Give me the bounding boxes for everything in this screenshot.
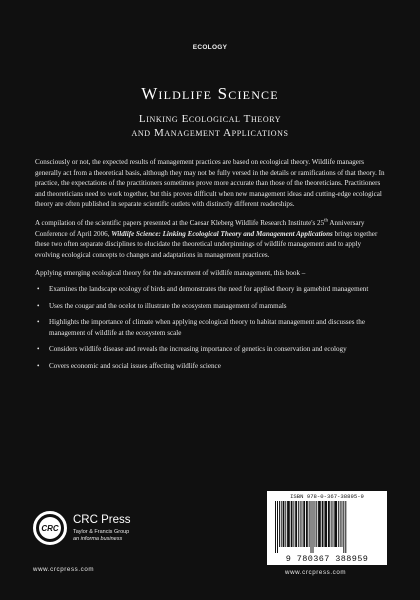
barcode-bar — [302, 501, 303, 547]
publisher-logo — [33, 511, 183, 547]
barcode-bar — [333, 501, 334, 547]
barcode-bar — [313, 501, 314, 553]
barcode-bar — [309, 501, 310, 547]
blurb — [35, 157, 385, 378]
book-title: Wildlife Science — [141, 84, 279, 103]
crc-logo-icon — [33, 511, 67, 545]
list-item — [35, 344, 385, 355]
barcode-bar — [340, 501, 341, 547]
isbn-barcode — [267, 491, 387, 565]
bullet-icon: • — [37, 284, 40, 293]
barcode-bar — [279, 501, 280, 547]
category-label: ECOLOGY — [192, 44, 228, 51]
barcode-bar — [338, 501, 339, 547]
feature-list — [35, 284, 385, 372]
barcode-bar — [291, 501, 293, 547]
barcode-bar — [318, 501, 321, 547]
barcode-url: www.crcpress.com — [285, 569, 347, 576]
blurb-paragraph-1: Consciously or not, the expected results of management practices are based on ecological theory. Wildlife managers generally act from a theoretical basis, although they may not be fully versed in the details or ramifications of that theory. In practice, the expectations of the practitioners sometimes prove more accurate than those of the theoreticians. Practitioners and theoreticians need to work together, but this proves difficult when new management ideas and cutting-edge ecological theory are often published in separate scientific outlets with distinctly different readerships. — [35, 158, 385, 209]
paragraph-2-part-2: Anniversary Conference of April 2006, — [35, 218, 365, 238]
book-title-inline: Wildlife Science: Linking Ecological Theory and Management Applications — [111, 229, 333, 238]
list-item — [35, 284, 385, 295]
list-item — [35, 301, 385, 312]
book-subtitle — [0, 112, 420, 140]
list-item-text: Examines the landscape ecology of birds and demonstrates the need for applied theory in gamebird management — [49, 284, 369, 293]
ordinal-suffix: th — [324, 218, 329, 224]
isbn-digits: 9 780367 388959 — [285, 554, 369, 564]
barcode-bar — [295, 501, 297, 547]
isbn-label: ISBN 978-0-367-38895-9 — [290, 493, 364, 500]
barcode-bar — [334, 501, 337, 547]
list-item-text: Considers wildlife disease and reveals the increasing importance of genetics in conservation and ecology — [49, 345, 347, 354]
publisher-tagline: Taylor & Francis Group — [73, 529, 130, 535]
barcode-bar — [331, 501, 332, 547]
barcode-bar — [311, 501, 312, 553]
barcode-bar — [275, 501, 276, 553]
barcode-bar — [328, 501, 330, 547]
barcode-bar — [285, 501, 286, 547]
barcode-bar — [277, 501, 278, 553]
barcode-bar — [315, 501, 316, 547]
list-item-text: Covers economic and social issues affecting wildlife science — [49, 361, 221, 370]
bullets-intro: Applying emerging ecological theory for the advancement of wildlife management, this book – — [35, 269, 306, 278]
barcode-bar — [316, 501, 317, 547]
list-item — [35, 317, 385, 338]
barcode-bar — [281, 501, 282, 547]
bullet-icon: • — [37, 361, 40, 370]
barcode-bar — [343, 501, 344, 553]
publisher-url: www.crcpress.com — [33, 566, 95, 573]
barcode-bar — [298, 501, 299, 547]
bullet-icon: • — [37, 318, 40, 327]
subtitle-line-1: Linking Ecological Theory — [138, 113, 282, 125]
barcode-bar — [306, 501, 308, 547]
subtitle-line-2: and Management Applications — [131, 127, 289, 139]
barcode-bar — [287, 501, 290, 547]
barcode-bar — [324, 501, 327, 547]
bullet-icon: • — [37, 345, 40, 354]
barcode-bar — [345, 501, 346, 553]
barcode-bar — [300, 501, 301, 547]
publisher-subtagline: an informa business — [73, 536, 123, 542]
barcode-bar — [283, 501, 285, 547]
barcode-icon — [271, 501, 383, 553]
bullet-icon: • — [37, 301, 40, 310]
paragraph-2-part-1: A compilation of the scientific papers presented at the Caesar Kleberg Wildlife Research Institute's 25 — [35, 218, 325, 227]
barcode-bar — [342, 501, 343, 547]
barcode-bar — [293, 501, 294, 547]
list-item-text: Uses the cougar and the ocelot to illustrate the ecosystem management of mammals — [49, 301, 287, 310]
barcode-bar — [303, 501, 305, 547]
blurb-paragraph-2 — [35, 218, 385, 260]
publisher-name: CRC Press — [73, 514, 131, 526]
list-item-text: Highlights the importance of climate when applying ecological theory to habitat management and discusses the management of wildlife at the ecosystem scale — [49, 318, 365, 337]
paragraph-2-part-3: brings together these two often separate disciplines to elucidate the theoretical underpinnings of wildlife management and to apply evolving ecological concepts to changes and adaptations in management practices. — [35, 229, 378, 259]
barcode-bar — [322, 501, 324, 547]
logo-mark-text: CRC — [41, 524, 59, 533]
list-item — [35, 361, 385, 372]
